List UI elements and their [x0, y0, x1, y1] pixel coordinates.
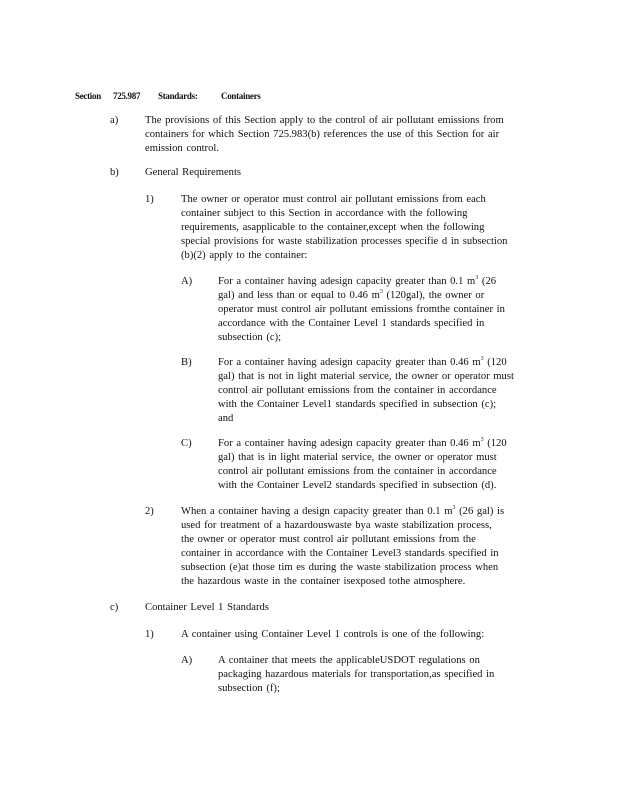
- section-subject: Containers: [221, 91, 261, 101]
- subsection-a-label: a): [110, 115, 119, 126]
- subsection-b1-A-label: A): [181, 276, 193, 287]
- subsection-b-title: General Requirements: [145, 167, 242, 178]
- subsection-b1-text: The owner or operator must control air pollutant emissions from each container subject to this Section in accordance with the following requirements, asapplicable to the container,except when the following special provisions for waste stabilization processes specifie d in subsection (b)(2) apply to the container:: [181, 194, 508, 261]
- subsection-b1-A-text: For a container having adesign capacity greater than 0.1 $m^3$ (26 gal) and less than or equal to 0.46 $m^3$ (120gal), the owner or operator must control air pollutant emissions fromthe container in accordance with the Container Level 1 standards specified in subsection (c);: [218, 275, 505, 343]
- subsection-b1-C-text: For a container having adesign capacity greater than 0.46 $m^3$ (120 gal) that is in light material service, the owner or operator must control air pollutant emissions from the container in accordance with the Container Level2 standards specified in subsection (d).: [218, 437, 507, 491]
- subsection-c-label: c): [110, 602, 119, 613]
- subsection-b2-text: When a container having a design capacity greater than 0.1 $m^3$ (26 gal) is used for treatment of a hazardouswaste bya waste stabilization process, the owner or operator must control air pollutant emissions from the container in accordance with the Container Level3 standards specified in subsection (e)at those tim es during the waste stabilization process when the hazardous waste in the container isexposed tothe atmosphere.: [181, 505, 505, 587]
- subsection-c1-label: 1): [145, 629, 154, 640]
- subsection-b1-B-label: B): [181, 357, 192, 368]
- subsection-c1-A-text: A container that meets the applicableUSDOT regulations on packaging hazardous materials for transportation,as specified in subsection (f);: [218, 655, 495, 694]
- subsection-b-label: b): [110, 167, 119, 178]
- subsection-b1-C-label: C): [181, 438, 192, 449]
- subsection-b1-label: 1): [145, 194, 154, 205]
- section-word: Section: [75, 91, 101, 101]
- section-number: 725.987: [113, 91, 141, 101]
- subsection-a-text: The provisions of this Section apply to the control of air pollutant emissions from containers for which Section 725.983(b) references the use of this Section for air emission control.: [145, 115, 504, 154]
- subsection-b2-label: 2): [145, 506, 154, 517]
- subsection-c1-text: A container using Container Level 1 controls is one of the following:: [181, 629, 485, 640]
- subsection-b1-B-text: For a container having adesign capacity greater than 0.46 $m^3$ (120 gal) that is not in light material service, the owner or operator must control air pollutant emissions from the container in accordance with the Container Level1 standards specified in subsection (c); and: [218, 356, 514, 424]
- subsection-c1-A-label: A): [181, 655, 193, 666]
- section-title: Standards:: [158, 91, 198, 101]
- subsection-c-title: Container Level 1 Standards: [145, 602, 269, 613]
